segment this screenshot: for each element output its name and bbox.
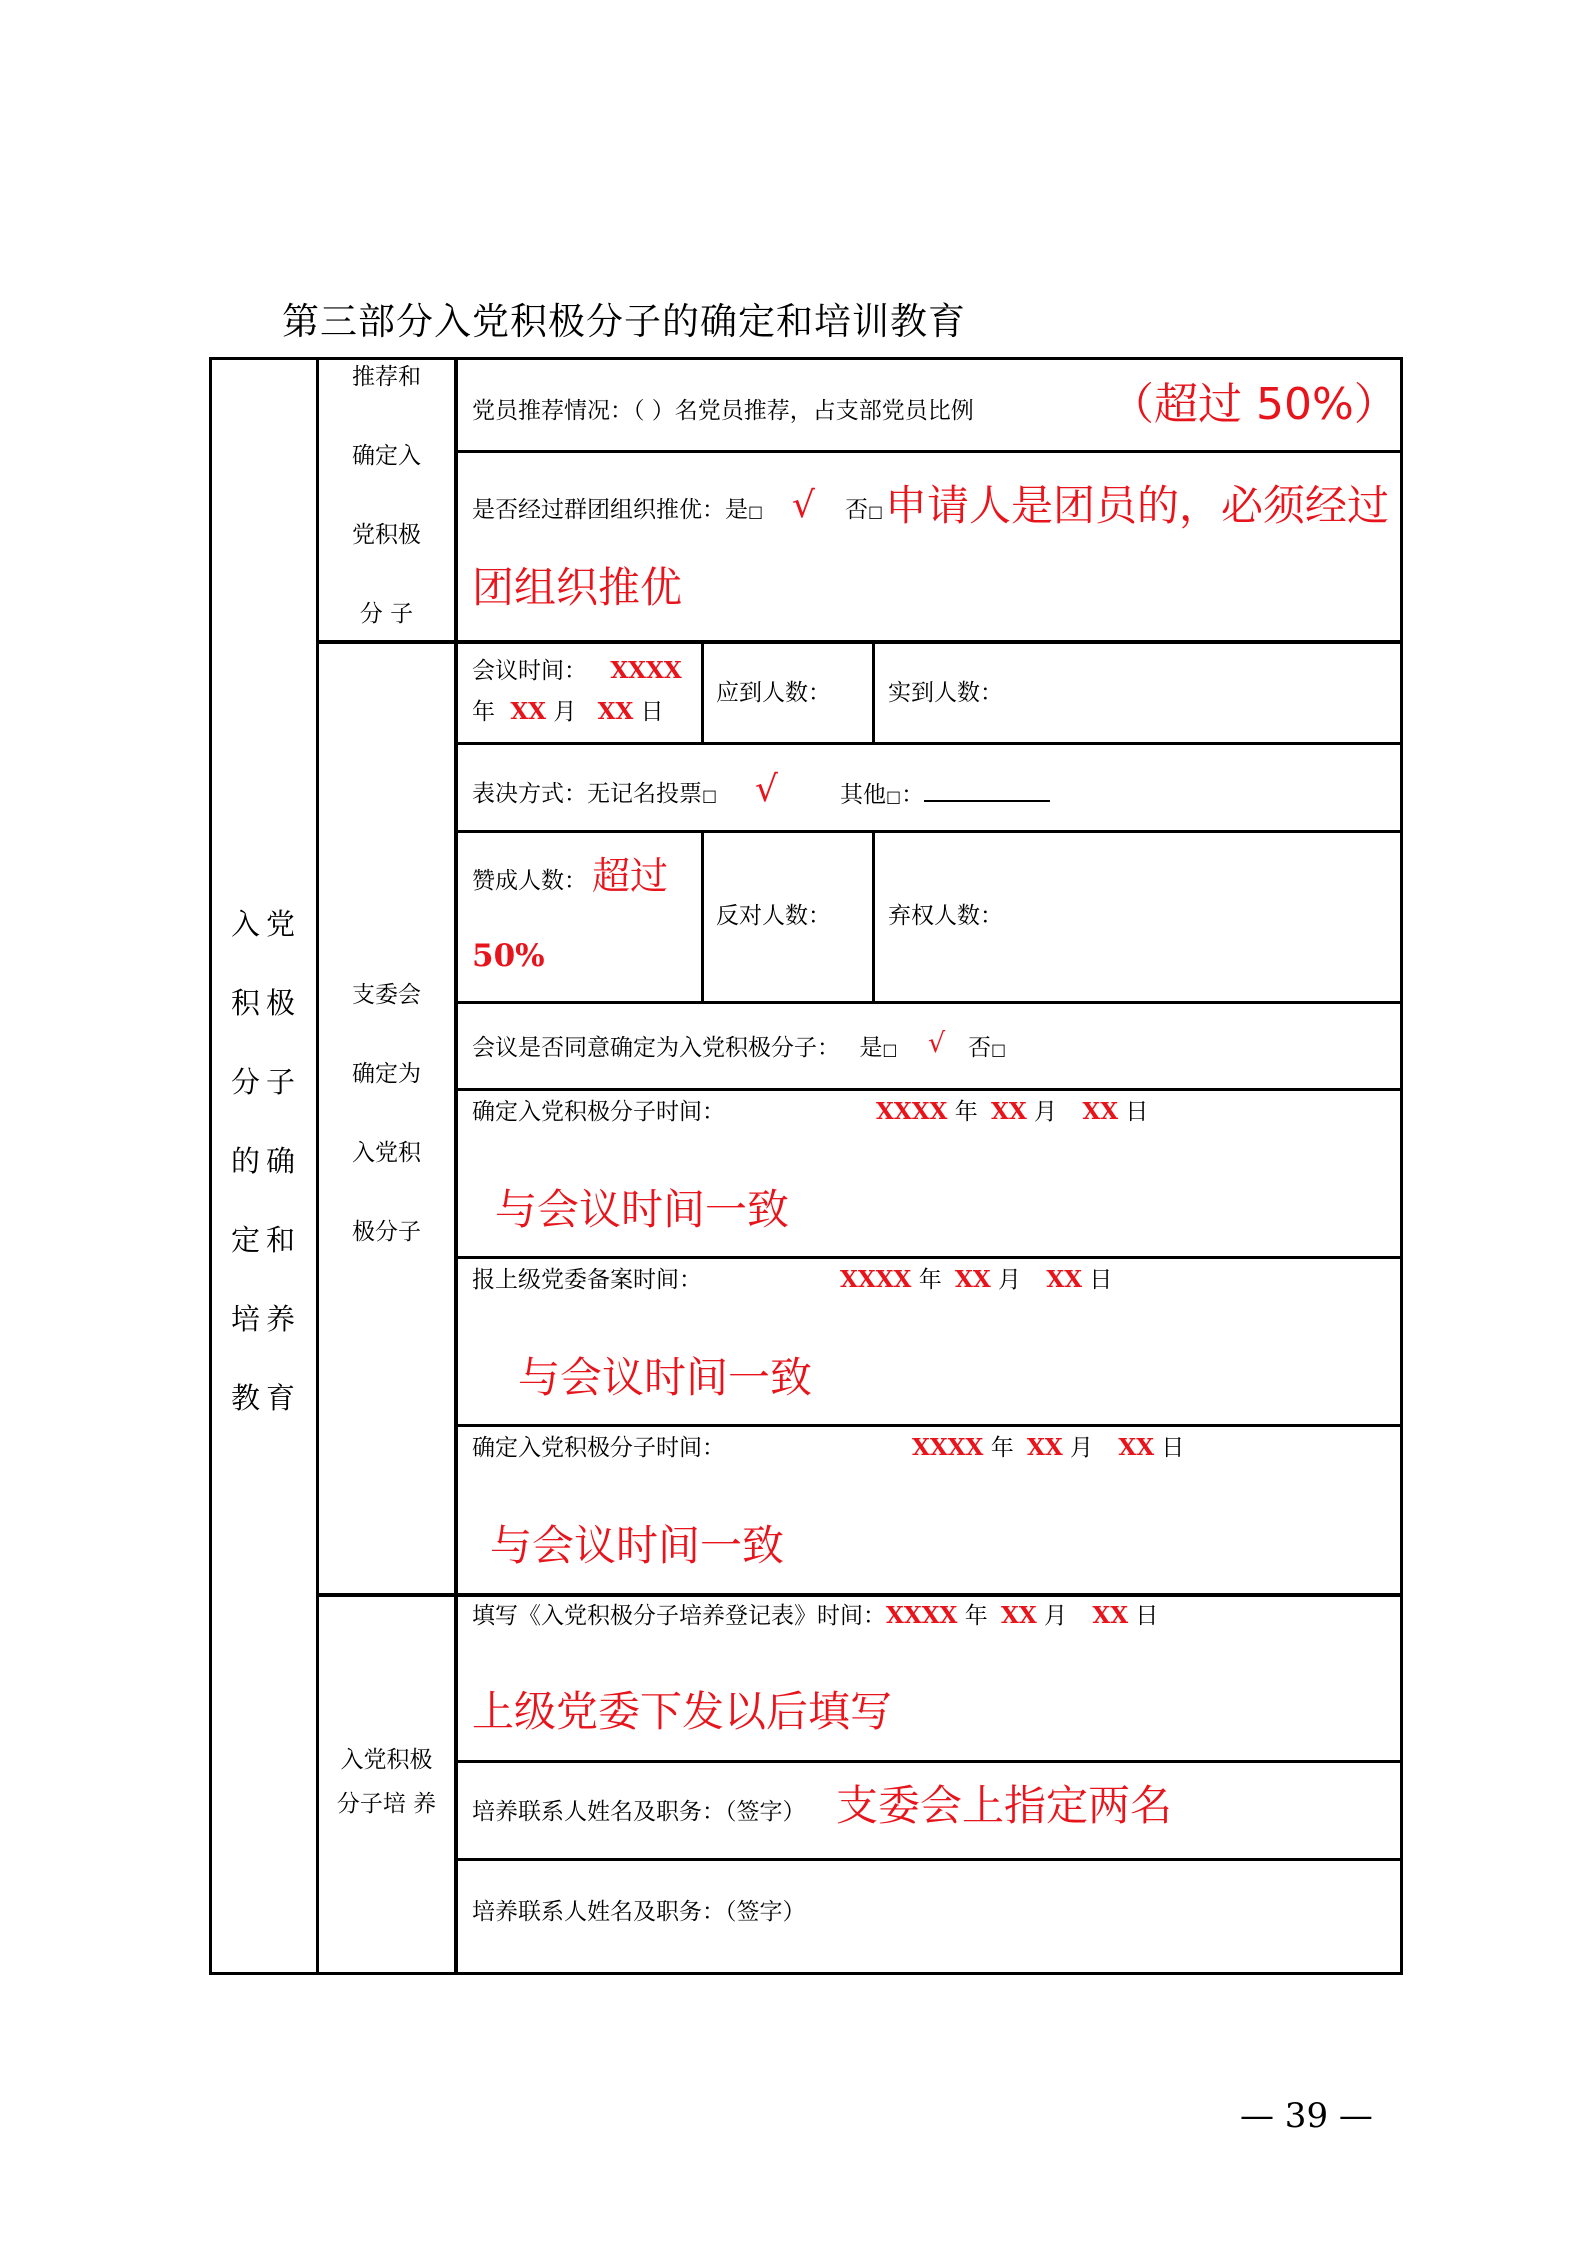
divider: [316, 640, 1403, 644]
vote-method-row: [472, 778, 717, 812]
agree-label: 会议是否同意确定为入党积极分子：: [472, 1035, 840, 1061]
year-char: 年: [954, 1099, 978, 1125]
year-value: XXXX: [886, 1602, 958, 1629]
other-blank: [924, 778, 1050, 802]
section1-label: [319, 338, 454, 654]
vote-method-label: 表决方式：无记名投票: [472, 781, 702, 807]
confirm-time2-label: 确定入党积极分子时间：: [472, 1435, 725, 1461]
section2-label: [319, 956, 454, 1272]
day-value: XX: [1118, 1434, 1155, 1461]
checkbox-icon: □: [748, 502, 764, 521]
confirm-time-label: 确定入党积极分子时间：: [472, 1099, 725, 1125]
day-char: 日: [640, 699, 664, 725]
month-char: 月: [1034, 1099, 1058, 1125]
meeting-time-label: 会议时间：: [472, 658, 587, 684]
left-label-line: 定和: [230, 1223, 301, 1257]
recommend-label: 党员推荐情况：（ ）名党员推荐，占支部党员比例: [472, 398, 974, 424]
month-value: XX: [1001, 1602, 1037, 1629]
no-option: [968, 1032, 1006, 1066]
meeting-time: [472, 655, 682, 687]
year-value: XXXX: [840, 1266, 912, 1293]
register-time-row: [472, 1600, 1158, 1632]
left-section-label: [219, 885, 313, 1438]
meeting-year: XXXX: [610, 657, 682, 684]
month-char: 月: [553, 699, 577, 725]
left-label-line: 教育: [230, 1381, 301, 1415]
register-note: 上级党委下发以后填写: [472, 1687, 893, 1736]
confirm-time2-date: [912, 1432, 1184, 1464]
day-char: 日: [1125, 1099, 1149, 1125]
year-char: 年: [990, 1435, 1014, 1461]
day-value: XX: [1092, 1602, 1129, 1629]
divider: [454, 450, 1403, 453]
divider: [872, 832, 875, 1003]
report-time-label: 报上级党委备案时间：: [472, 1267, 702, 1293]
checkbox-icon: □: [702, 786, 718, 805]
day-char: 日: [1161, 1435, 1185, 1461]
day-value: XX: [1082, 1098, 1119, 1125]
no-label: 否: [968, 1035, 991, 1061]
report-time-date: [840, 1264, 1112, 1296]
page-number: — 39 —: [1240, 2096, 1373, 2136]
favor-note-line1: 超过: [592, 854, 669, 898]
month-char: 月: [998, 1267, 1022, 1293]
favor-count-label: 赞成人数：: [472, 868, 587, 894]
page-title: 第三部分入党积极分子的确定和培训教育: [282, 300, 966, 343]
recommend-row: [472, 395, 974, 427]
confirm-time-date: [876, 1096, 1148, 1128]
section-label-line: 确定入: [352, 443, 421, 469]
divider: [454, 357, 458, 1975]
league-note-line2: 团组织推优: [472, 563, 683, 612]
section-label-line: 极分子: [352, 1219, 421, 1245]
checkbox-icon: □: [991, 1040, 1007, 1059]
day-char: 日: [1089, 1267, 1113, 1293]
section-label-line: 确定为: [352, 1061, 421, 1087]
due-count-label: 应到人数：: [716, 680, 831, 706]
divider: [316, 1593, 1403, 1597]
section-label-line: 分子培 养: [336, 1791, 437, 1817]
contact1-note: 支委会上指定两名: [836, 1781, 1173, 1830]
yes-label: 是: [725, 497, 748, 523]
day-value: XX: [1046, 1266, 1083, 1293]
day-char: 日: [1135, 1603, 1159, 1629]
check-mark: √: [792, 485, 815, 526]
contact1-label: 培养联系人姓名及职务：（签字）: [472, 1799, 806, 1825]
month-value: XX: [1027, 1434, 1063, 1461]
divider: [872, 642, 875, 744]
register-time-label: 填写《入党积极分子培养登记表》时间：: [472, 1603, 886, 1629]
abstain-count-label: 弃权人数：: [888, 903, 1003, 929]
no-option: [845, 494, 883, 528]
check-mark: √: [928, 1028, 946, 1059]
month-value: XX: [510, 698, 547, 725]
section-label-line: 支委会: [352, 982, 421, 1008]
year-value: XXXX: [912, 1434, 984, 1461]
section-label-line: 分 子: [359, 601, 414, 627]
check-mark: √: [755, 769, 778, 810]
month-char: 月: [1070, 1435, 1094, 1461]
other-label: 其他: [840, 782, 886, 808]
section3-label: [319, 1738, 454, 1826]
divider: [454, 742, 1403, 745]
same-as-meeting-note: 与会议时间一致: [518, 1353, 813, 1402]
contact2-label: 培养联系人姓名及职务：（签字）: [472, 1899, 806, 1925]
no-label: 否: [845, 497, 868, 523]
divider: [454, 1858, 1403, 1861]
month-value: XX: [991, 1098, 1027, 1125]
same-as-meeting-note: 与会议时间一致: [495, 1185, 790, 1234]
meeting-date: [472, 696, 664, 728]
against-count-label: 反对人数：: [716, 903, 831, 929]
left-label-line: 培养: [230, 1302, 301, 1336]
checkbox-icon: □: [868, 502, 884, 521]
divider: [454, 1424, 1403, 1427]
favor-note-line2: 50%: [472, 938, 545, 974]
divider: [454, 830, 1403, 833]
divider: [701, 832, 704, 1003]
yes-label: 是: [859, 1035, 883, 1061]
day-value: XX: [597, 698, 634, 725]
divider: [454, 1256, 1403, 1259]
divider: [454, 1001, 1403, 1004]
divider: [701, 642, 704, 744]
actual-count-label: 实到人数：: [888, 680, 1003, 706]
left-label-line: 的确: [230, 1144, 301, 1178]
left-label-line: 积极: [230, 986, 301, 1020]
agree-row: [472, 1032, 897, 1066]
other-option: 其他□：: [840, 778, 1050, 813]
month-char: 月: [1044, 1603, 1068, 1629]
section-label-line: 党积极: [352, 522, 421, 548]
year-char: 年: [472, 699, 495, 725]
year-char: 年: [964, 1603, 988, 1629]
league-label: 是否经过群团组织推优：: [472, 497, 725, 523]
year-char: 年: [918, 1267, 942, 1293]
section-label-line: 入党积: [352, 1140, 421, 1166]
year-value: XXXX: [876, 1098, 948, 1125]
divider: [454, 1760, 1403, 1763]
left-label-line: 分子: [230, 1065, 301, 1099]
left-label-line: 入党: [230, 907, 301, 941]
recommend-note: （超过 50%）: [1110, 379, 1398, 430]
checkbox-icon: □: [886, 787, 902, 806]
section-label-line: 入党积极: [340, 1747, 433, 1773]
league-note-line1: 申请人是团员的，必须经过: [885, 481, 1390, 530]
month-value: XX: [955, 1266, 991, 1293]
league-recommend-row: [472, 494, 763, 528]
divider: [454, 1088, 1403, 1091]
same-as-meeting-note: 与会议时间一致: [490, 1521, 785, 1570]
section-label-line: 推荐和: [352, 364, 421, 390]
checkbox-icon: □: [882, 1040, 898, 1059]
